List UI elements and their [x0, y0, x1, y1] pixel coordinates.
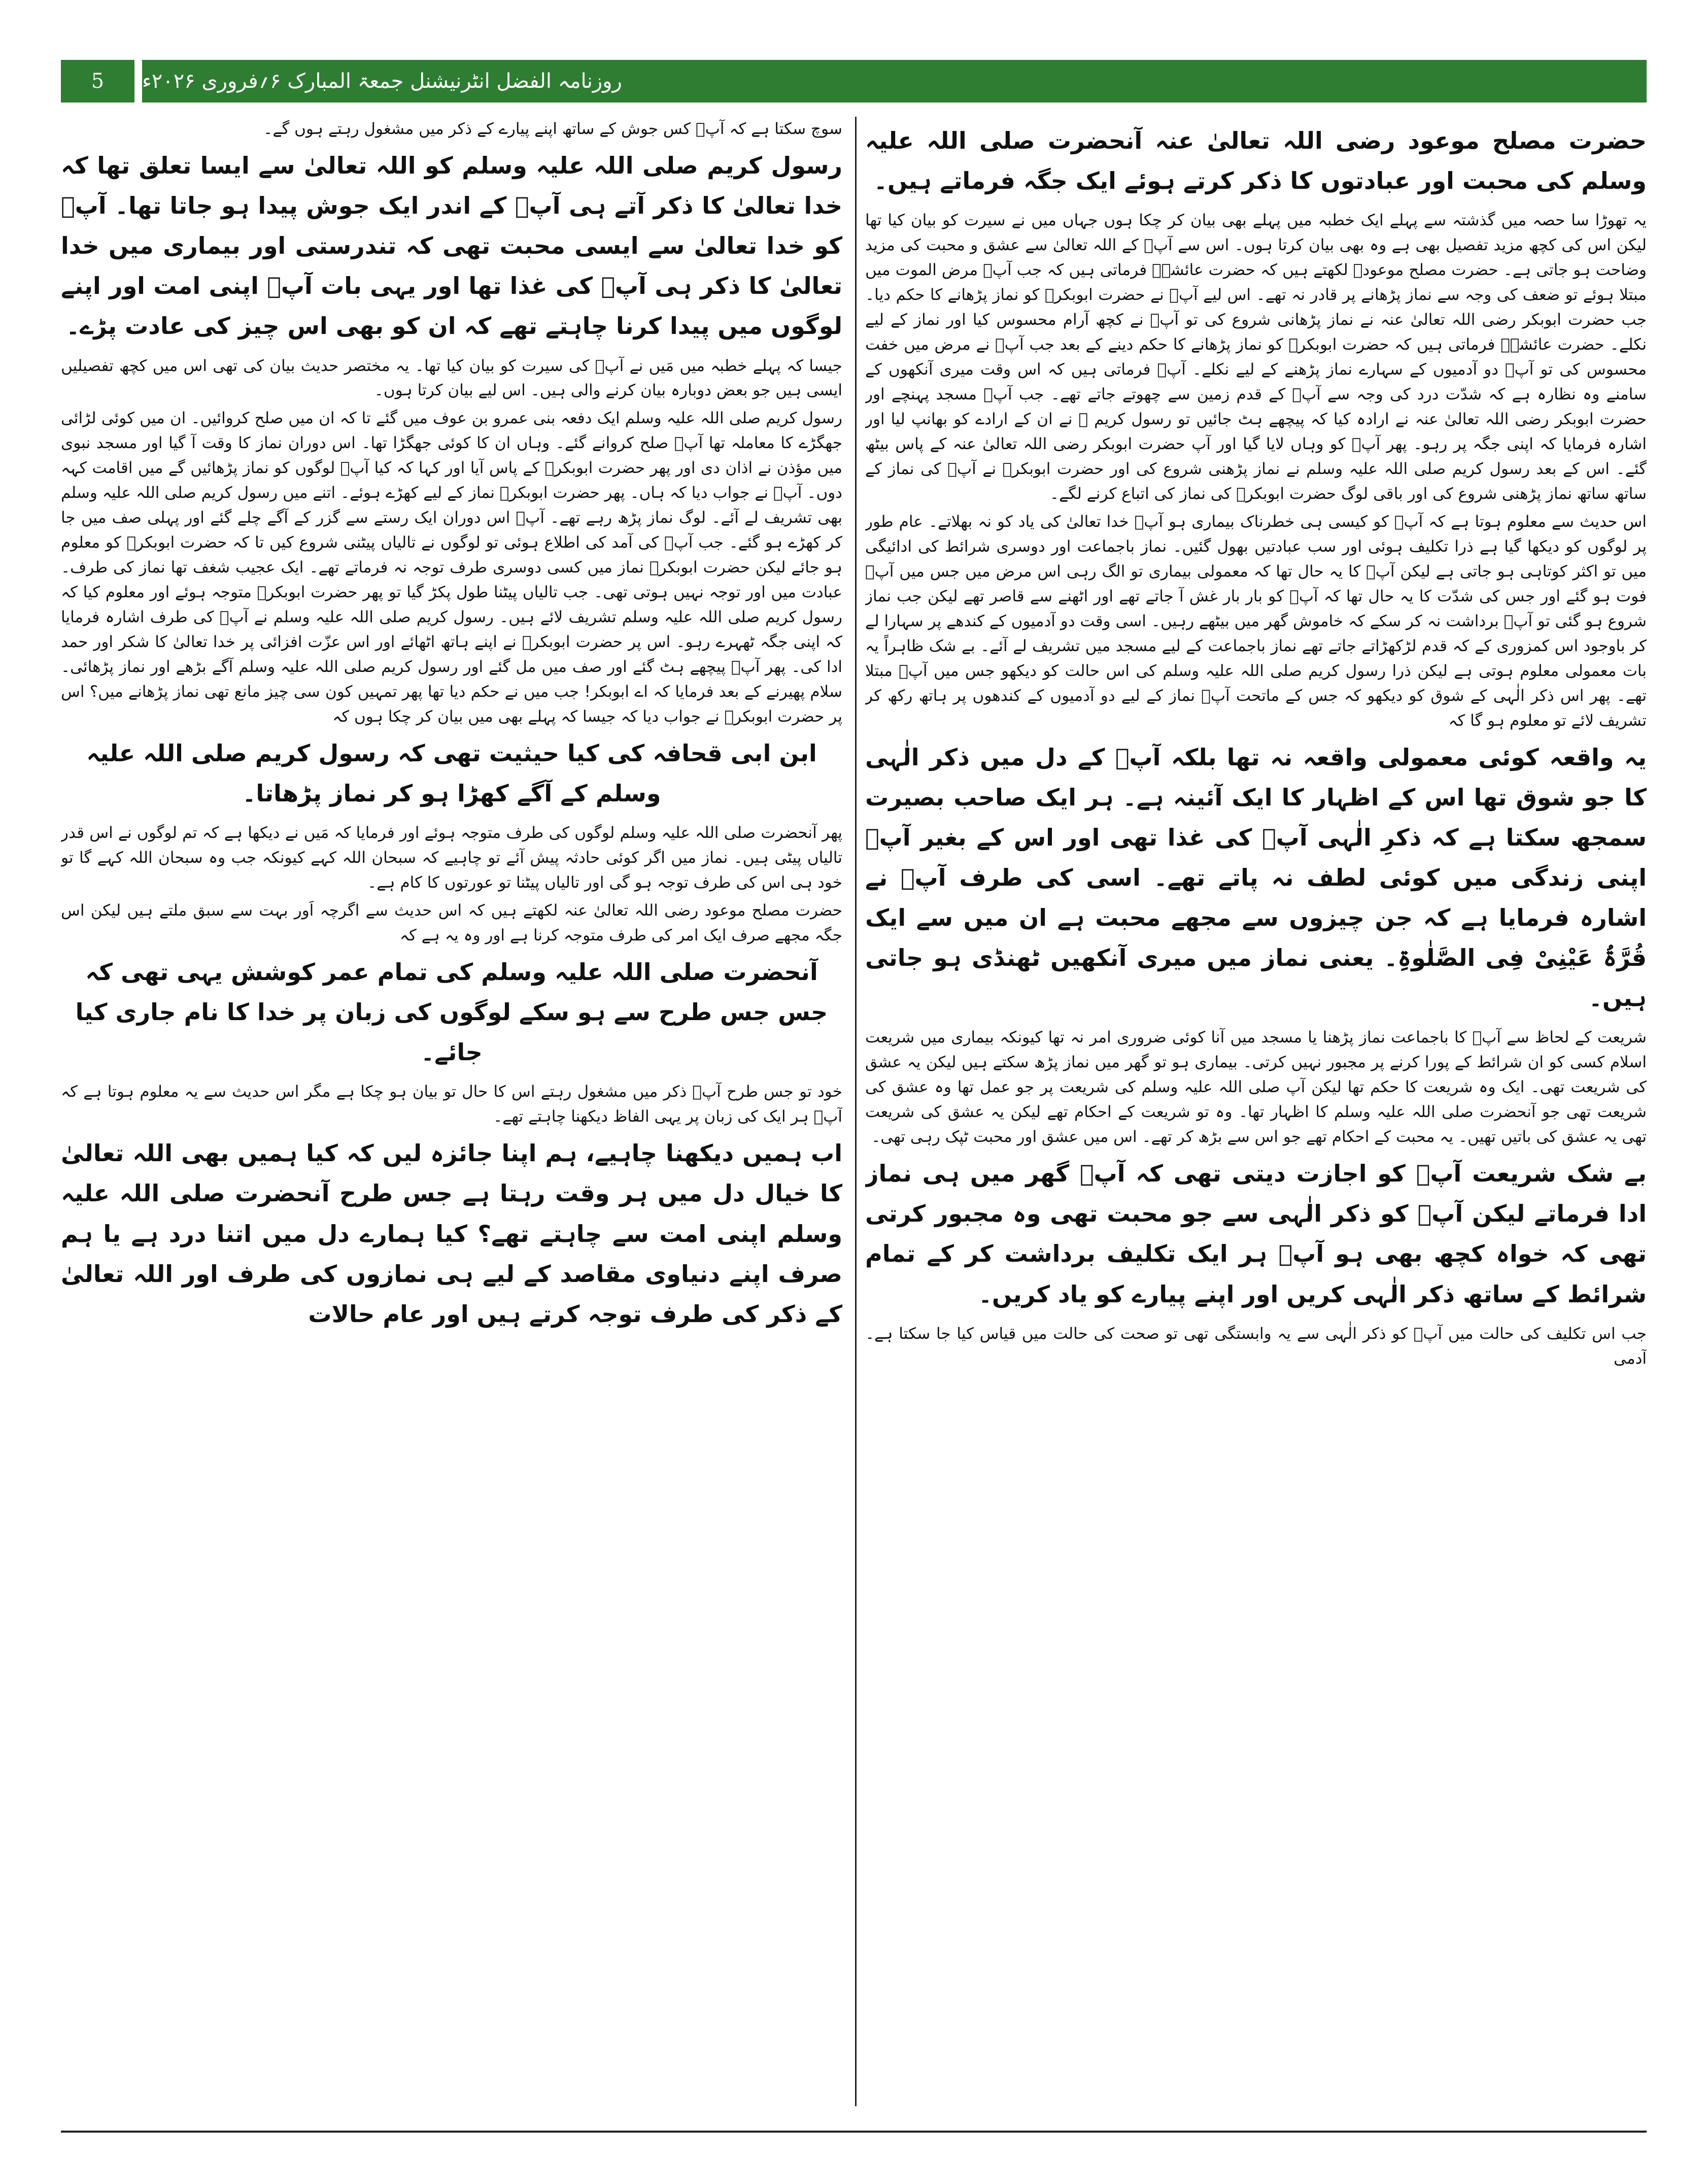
body-paragraph: پھر آنحضرت صلی اللہ علیہ وسلم لوگوں کی طرف متوجہ ہوئے اور فرمایا کہ مَیں نے دیکھا ہے کہ تم لوگوں نے اس قدر تالیاں پیٹی ہیں۔ نماز میں اگر کوئی حادثہ پیش آئے تو چاہیے کہ سبحان اللہ کہے کیونکہ جب وہ سبحان اللہ کہے گا تو خود ہی اس کی طرف توجہ ہو گی اور تالیاں پیٹنا تو عورتوں کا کام ہے۔ — [61, 824, 842, 892]
page-header — [61, 60, 1647, 103]
centered-highlight: ابن ابی قحافہ کی کیا حیثیت تھی کہ رسول کریم صلی اللہ علیہ وسلم کے آگے کھڑا ہو کر نماز پڑھاتا۔ — [86, 739, 817, 807]
highlight-paragraph: اب ہمیں دیکھنا چاہیے، ہم اپنا جائزہ لیں کہ کیا ہمیں بھی اللہ تعالیٰ کا خیال دل میں ہر وقت رہتا ہے جس طرح آنحضرت صلی اللہ علیہ وسلم اپنی امت سے چاہتے تھے؟ کیا ہمارے دل میں اتنا درد ہے یا ہم صرف اپنے دنیاوی مقاصد کے لیے ہی نمازوں کی طرف اور اللہ تعالیٰ کے ذکر کی طرف توجہ کرتے ہیں اور عام حالات — [61, 1139, 842, 1328]
highlight-paragraph: حضرت مصلح موعود رضی اللہ تعالیٰ عنہ آنحضرت صلی اللہ علیہ وسلم کی محبت اور عبادتوں کا ذکر کرتے ہوئے ایک جگہ فرماتے ہیں۔ — [865, 127, 1647, 195]
centered-highlight: آنحضرت صلی اللہ علیہ وسلم کی تمام عمر کوشش یہی تھی کہ جس جس طرح سے ہو سکے لوگوں کی زبان پر خدا کا نام جاری کیا جائے۔ — [75, 958, 828, 1066]
body-paragraph: اس حدیث سے معلوم ہوتا ہے کہ آپؐ کو کیسی ہی خطرناک بیماری ہو آپؐ خدا تعالیٰ کی یاد کو نہ بھلاتے۔ عام طور پر لوگوں کو دیکھا گیا ہے ذرا تکلیف ہوئی اور سب عبادتیں بھول گئیں۔ نماز باجماعت اور دوسری شرائط کی ادائیگی میں تو اکثر کوتاہی ہو جاتی ہے لیکن آپؐ کا یہ حال تھا کہ معمولی بیماری تو الگ رہی اس مرض میں جس میں آپؐ فوت ہو گئے اور جس کی شدّت کا یہ حال تھا کہ آپؐ کو بار بار غش آ جاتے تھے اور اٹھنے سے قاصر تھے لیکن جب نماز شروع ہو گئی تو آپؐ برداشت نہ کر سکے کہ خاموش گھر میں بیٹھے رہیں۔ اسی وقت دو آدمیوں کے کندھے پر سہارا لے کر باوجود اس کمزوری کے کہ قدم لڑکھڑاتے جاتے تھے نماز باجماعت کے لیے مسجد میں تشریف لے آئے۔ بے شک ظاہراً یہ بات معمولی معلوم ہوتی ہے لیکن ذرا رسول کریم صلی اللہ علیہ وسلم کی اس حالت کو دیکھو جس میں آپؐ مبتلا تھے۔ پھر اس ذکر الٰہی کے شوق کو دیکھو کہ جس کے ماتحت آپؐ نماز کے لیے دو آدمیوں کے کندھوں پر ہاتھ رکھ کر تشریف لائے تو معلوم ہو گا کہ — [865, 512, 1647, 730]
newspaper-title: روزنامہ الفضل انٹرنیشنل جمعۃ المبارک ۶؍فروری ۲۰۲۶ء — [142, 70, 622, 93]
body-paragraph: یہ تھوڑا سا حصہ میں گذشتہ سے پہلے ایک خطبہ میں پہلے بھی بیان کر چکا ہوں جہاں میں نے سیرت کو بیان کیا تھا لیکن اس کی کچھ مزید تفصیل بھی ہے وہ بھی بیان کرتا ہوں۔ اس سے آپؐ کے اللہ تعالیٰ سے عشق و محبت کی مزید وضاحت ہو جاتی ہے۔ حضرت مصلح موعودؓ لکھتے ہیں کہ حضرت عائشہؓ فرماتی ہیں کہ جب آپؐ مرض الموت میں مبتلا ہوئے تو ضعف کی وجہ سے نماز پڑھانے پر قادر نہ تھے۔ اس لیے آپؐ نے حضرت ابوبکرؓ کو نماز پڑھانے کا حکم دیا۔ جب حضرت ابوبکر رضی اللہ تعالیٰ عنہ نے نماز پڑھانی شروع کی تو آپؐ نے کچھ آرام محسوس کیا اور نماز کے لیے نکلے۔ حضرت عائشہؓ فرماتی ہیں کہ حضرت ابوبکرؓ کو نماز پڑھانے کا حکم دینے کے بعد جب آپؐ نے مرض میں خفت محسوس کی تو آپؐ دو آدمیوں کے سہارے نماز پڑھنے کے لیے نکلے۔ آپؓ فرماتی ہیں کہ اس وقت میری آنکھوں کے سامنے وہ نظارہ ہے کہ شدّت درد کی وجہ سے آپؐ کے قدم زمین سے چھوتے جاتے تھے۔ جب آپؐ مسجد پہنچے اور حضرت ابوبکر رضی اللہ تعالیٰ عنہ نے ارادہ کیا کہ پیچھے ہٹ جائیں تو رسول کریم ﷺ نے ان کے ارادے کو بھانپ لیا اور اشارہ فرمایا کہ اپنی جگہ پر رہو۔ پھر آپؐ کو وہاں لایا گیا اور آپ حضرت ابوبکر رضی اللہ تعالیٰ عنہ کے پاس بیٹھ گئے۔ اس کے بعد رسول کریم صلی اللہ علیہ وسلم نے نماز پڑھنی شروع کی اور حضرت ابوبکرؓ نے آپؐ کی نماز کے ساتھ ساتھ نماز پڑھنی شروع کی اور باقی لوگ حضرت ابوبکرؓ کی نماز کی اتباع کرنے لگے۔ — [865, 211, 1647, 503]
left-column — [61, 117, 842, 2106]
column-divider — [855, 117, 857, 2106]
highlight-paragraph: رسول کریم صلی اللہ علیہ وسلم کو اللہ تعالیٰ سے ایسا تعلق تھا کہ خدا تعالیٰ کا ذکر آتے ہی آپؐ کے اندر ایک جوش پیدا ہو جاتا تھا۔ آپؐ کو خدا تعالیٰ سے ایسی محبت تھی کہ تندرستی اور بیماری میں خدا تعالیٰ کا ذکر ہی آپؐ کی غذا تھا اور یہی بات آپؐ اپنی امت اور اپنے لوگوں میں پیدا کرنا چاہتے تھے کہ ان کو بھی اس چیز کی عادت پڑے۔ — [61, 151, 842, 340]
newspaper-title-bar — [142, 60, 1647, 103]
bottom-rule — [61, 2131, 1647, 2133]
page-number: 5 — [61, 60, 134, 103]
body-paragraph: جیسا کہ پہلے خطبہ میں مَیں نے آپؐ کی سیرت کو بیان کیا تھا۔ یہ مختصر حدیث بیان کی تھی اس میں کچھ تفصیلیں ایسی ہیں جو بعض دوبارہ بیان کرنے والی ہیں۔ اس لیے بیان کرتا ہوں۔ — [61, 356, 842, 400]
highlight-paragraph: یہ واقعہ کوئی معمولی واقعہ نہ تھا بلکہ آپؐ کے دل میں ذکر الٰہی کا جو شوق تھا اس کے اظہار کا ایک آئینہ ہے۔ ہر ایک صاحب بصیرت سمجھ سکتا ہے کہ ذکرِ الٰہی آپؐ کی غذا تھی اور اس کے بغیر آپؐ اپنی زندگی میں کوئی لطف نہ پاتے تھے۔ اسی کی طرف آپؐ نے اشارہ فرمایا ہے کہ جن چیزوں سے مجھے محبت ہے ان میں سے ایک قُرَّۃُ عَیْنِیْ فِی الصَّلٰوۃِ۔ یعنی نماز میں میری آنکھیں ٹھنڈی ہو جاتی ہیں۔ — [865, 743, 1647, 1012]
highlight-paragraph: بے شک شریعت آپؐ کو اجازت دیتی تھی کہ آپؐ گھر میں ہی نماز ادا فرماتے لیکن آپؐ کو ذکر الٰہی سے جو محبت تھی وہ مجبور کرتی تھی کہ خواہ کچھ بھی ہو آپؐ ہر ایک تکلیف برداشت کر کے تمام شرائط کے ساتھ ذکر الٰہی کریں اور اپنے پیارے کو یاد کریں۔ — [865, 1160, 1647, 1308]
right-column — [865, 117, 1647, 2106]
body-paragraph: شریعت کے لحاظ سے آپؐ کا باجماعت نماز پڑھنا یا مسجد میں آنا کوئی ضروری امر نہ تھا کیونکہ بیماری میں شریعت اسلام کسی کو ان شرائط کے پورا کرنے پر مجبور نہیں کرتی۔ بیماری ہو تو گھر میں نماز پڑھ سکتے ہیں لیکن یہ عشق کی شریعت تھی۔ ایک وہ شریعت کا حکم تھا لیکن آپ صلی اللہ علیہ وسلم کی شریعت پر جو عمل تھا وہ عشق کی شریعت تھی جو آنحضرت صلی اللہ علیہ وسلم کا اظہار تھا۔ وہ تو شریعت کے احکام تھے لیکن یہ عشق کی شریعت تھی یہ عشق کی باتیں تھیں۔ یہ محبت کے احکام تھے جو اس سے بڑھ کر تھے۔ اس میں عشق اور محبت ٹپک رہی تھی۔ — [865, 1028, 1647, 1147]
body-paragraph: سوچ سکتا ہے کہ آپؐ کس جوش کے ساتھ اپنے پیارے کے ذکر میں مشغول رہتے ہوں گے۔ — [263, 120, 842, 138]
body-paragraph: جب اس تکلیف کی حالت میں آپؐ کو ذکر الٰہی سے یہ وابستگی تھی تو صحت کی حالت میں قیاس کیا جا سکتا ہے۔ آدمی — [865, 1324, 1647, 1368]
body-paragraph: حضرت مصلح موعود رضی اللہ تعالیٰ عنہ لکھتے ہیں کہ اس حدیث سے اگرچہ اَور بہت سے سبق ملتے ہیں لیکن اس جگہ مجھے صرف ایک امر کی طرف متوجہ کرنا ہے اور وہ یہ ہے کہ — [61, 901, 842, 945]
body-paragraph: رسول کریم صلی اللہ علیہ وسلم ایک دفعہ بنی عمرو بن عوف میں گئے تا کہ ان میں صلح کروائیں۔ ان میں کوئی لڑائی جھگڑے کا معاملہ تھا آپؐ صلح کروانے گئے۔ وہاں ان کا کوئی جھگڑا تھا۔ اس دوران نماز کا وقت آ گیا اور مسجد نبوی میں مؤذن نے اذان دی اور پھر حضرت ابوبکرؓ کے پاس آیا اور کہا کہ کیا آپؐ لوگوں کو نماز پڑھائیں گے میں اقامت کہہ دوں۔ آپؓ نے جواب دیا کہ ہاں۔ پھر حضرت ابوبکرؓ نماز کے لیے کھڑے ہوئے۔ اتنے میں رسول کریم صلی اللہ علیہ وسلم بھی تشریف لے آئے۔ لوگ نماز پڑھ رہے تھے۔ آپؐ اس دوران ایک رستے سے گزر کے آگے چلے گئے اور پہلی صف میں جا کر کھڑے ہو گئے۔ جب آپؐ کی آمد کی اطلاع ہوئی تو لوگوں نے تالیاں پیٹنی شروع کیں تا کہ حضرت ابوبکرؓ کو معلوم ہو جائے لیکن حضرت ابوبکرؓ نماز میں کسی دوسری طرف توجہ نہ فرماتے تھے۔ ایک عجیب شغف تھا نماز کی طرف۔ عبادت میں اور توجہ نہیں ہوتی تھی۔ جب تالیاں پیٹنا طول پکڑ گیا تو پھر حضرت ابوبکرؓ متوجہ ہوئے اور معلوم کیا کہ رسول کریم صلی اللہ علیہ وسلم تشریف لائے ہیں۔ رسول کریم صلی اللہ علیہ وسلم نے آپؓ کی طرف اشارہ فرمایا کہ اپنی جگہ ٹھہرے رہو۔ اس پر حضرت ابوبکرؓ نے اپنے ہاتھ اٹھائے اور اس عزّت افزائی پر خدا تعالیٰ کا شکر اور حمد ادا کی۔ پھر آپؓ پیچھے ہٹ گئے اور صف میں مل گئے اور رسول کریم صلی اللہ علیہ وسلم آگے بڑھے اور نماز پڑھائی۔ سلام پھیرنے کے بعد فرمایا کہ اے ابوبکر! جب میں نے حکم دیا تھا پھر تمہیں کون سی چیز مانع تھی نماز پڑھانے میں؟ اس پر حضرت ابوبکرؓ نے جواب دیا کہ جیسا کہ پہلے بھی میں بیان کر چکا ہوں کہ — [61, 409, 842, 726]
body-paragraph: خود تو جس طرح آپؐ ذکر میں مشغول رہتے اس کا حال تو بیان ہو چکا ہے مگر اس حدیث سے یہ معلوم ہوتا ہے کہ آپؐ ہر ایک کی زبان پر یہی الفاظ دیکھنا چاہتے تھے۔ — [61, 1083, 842, 1126]
